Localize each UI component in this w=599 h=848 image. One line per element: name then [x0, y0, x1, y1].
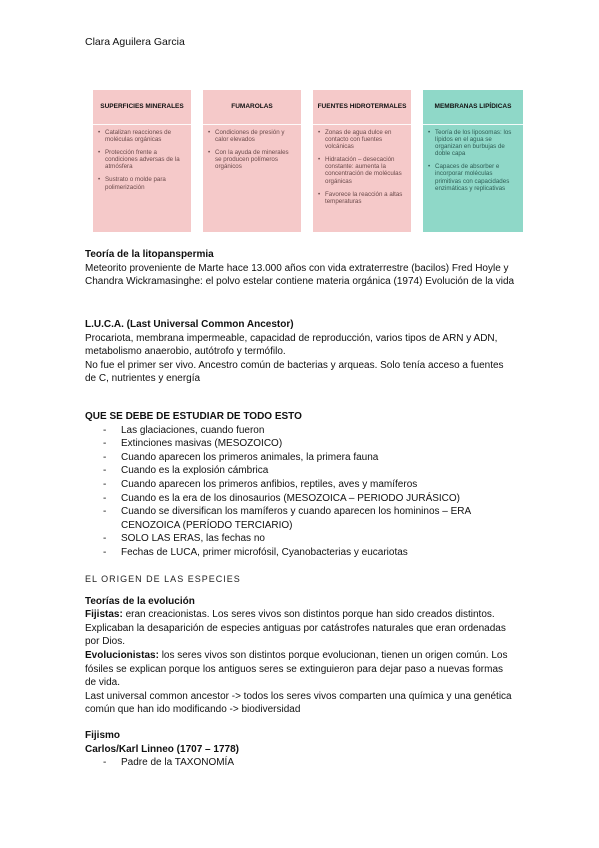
section-luca: [85, 318, 515, 386]
list-item: - SOLO LAS ERAS, las fechas no: [85, 532, 515, 546]
section-heading: Teorías de la evolución: [85, 595, 195, 607]
list-item: - Las glaciaciones, cuando fueron: [85, 424, 515, 438]
section-litopanspermia: [85, 248, 515, 289]
list-item: - Cuando aparecen los primeros anfibios, reptiles, aves y mamíferos: [85, 478, 515, 492]
fijismo-list: [85, 756, 515, 770]
section-heading: L.U.C.A. (Last Universal Common Ancestor): [85, 319, 294, 330]
list-item: - Cuando es la explosión cámbrica: [85, 464, 515, 478]
card-item: • Teoría de los liposomas: los lípidos en el agua se organizan en burbujas de doble capa: [435, 129, 517, 157]
list-item: - Extinciones masivas (MESOZOICO): [85, 437, 515, 451]
section-text: No fue el primer ser vivo. Ancestro común de bacterias y arqueas. Solo tenía acceso a fuentes de C, nutrientes y energía: [85, 359, 504, 385]
term-label: Fijistas:: [85, 609, 123, 621]
list-item: - Fechas de LUCA, primer microfósil, Cyanobacterias y eucariotas: [85, 546, 515, 560]
list-item: - Cuando es la era de los dinosaurios (MESOZOICA – PERIODO JURÁSICO): [85, 492, 515, 506]
card-fuentes-hidrotermales: [313, 90, 411, 232]
card-item: • Sustrato o molde para polimerización: [105, 176, 185, 190]
card-item: • Protección frente a condiciones adversas de la atmósfera: [105, 149, 185, 170]
card-item: • Catalizan reacciones de moléculas orgánicas: [105, 129, 185, 143]
card-item: • Zonas de agua dulce en contacto con fuentes volcánicas: [325, 129, 405, 150]
section-text: [85, 649, 515, 690]
list-item: - Cuando aparecen los primeros animales, la primera fauna: [85, 451, 515, 465]
author-name: Clara Aguilera Garcia: [85, 36, 185, 48]
section-title: EL ORIGEN DE LAS ESPECIES: [85, 574, 241, 584]
card-superficies-minerales: [93, 90, 191, 232]
section-heading: Teoría de la litopanspermia: [85, 249, 214, 260]
card-title: SUPERFICIES MINERALES: [93, 90, 191, 125]
origin-of-life-diagram: [93, 90, 523, 232]
card-membranas-lipidicas: [423, 90, 523, 232]
section-fijismo: [85, 729, 515, 770]
card-item: • Favorece la reacción a altas temperaturas: [325, 191, 405, 205]
list-item: - Cuando se diversifican los mamíferos y cuando aparecen los homininos – ERA CENOZOICA (PERÍODO TERCIARIO): [85, 505, 515, 532]
section-subheading: Carlos/Karl Linneo (1707 – 1778): [85, 743, 239, 755]
section-origen: [85, 573, 515, 717]
section-text: [85, 608, 515, 649]
card-item: • Condiciones de presión y calor elevados: [215, 129, 295, 143]
card-item: • Con la ayuda de minerales se producen polímeros orgánicos: [215, 149, 295, 170]
section-estudiar: [85, 410, 515, 560]
section-text: Last universal common ancestor -> todos los seres vivos comparten una química y una genética común que han ido modificando -> biodiversidad: [85, 690, 512, 716]
card-item: • Hidratación – desecación constante: aumenta la concentración de moléculas orgánicas: [325, 156, 405, 184]
card-title: FUMAROLAS: [203, 90, 301, 125]
term-text: los seres vivos son distintos porque evolucionan, tienen un origen común. Los fósiles se explican porque los antiguos seres se extinguieron para dejar paso a nuevas formas de vida.: [85, 649, 508, 689]
list-item: - Padre de la TAXONOMÍA: [85, 756, 515, 770]
study-list: [85, 424, 515, 560]
section-heading: QUE SE DEBE DE ESTUDIAR DE TODO ESTO: [85, 411, 302, 422]
section-text: Meteorito proveniente de Marte hace 13.000 años con vida extraterrestre (bacilos) Fred Hoyle y Chandra Wickramasinghe: el polvo estelar contiene materia orgánica (1974) Evolución de la vida: [85, 262, 515, 288]
card-fumarolas: [203, 90, 301, 232]
term-text: eran creacionistas. Los seres vivos son distintos porque han sido creados distintos. Explicaban la desaparición de especies antiguas por catástrofes naturales que eran ordenadas por Dios.: [85, 609, 506, 648]
section-heading: Fijismo: [85, 730, 121, 741]
card-item: • Capaces de absorber e incorporar moléculas primitivas con capacidades enzimáticas y replicativas: [435, 163, 517, 191]
card-title: MEMBRANAS LIPÍDICAS: [423, 90, 523, 125]
card-title: FUENTES HIDROTERMALES: [313, 90, 411, 125]
term-label: Evolucionistas:: [85, 649, 159, 661]
section-text: Procariota, membrana impermeable, capacidad de reproducción, varios tipos de ARN y ADN, metabolismo anaerobio, autótrofo y termófilo.: [85, 332, 498, 358]
